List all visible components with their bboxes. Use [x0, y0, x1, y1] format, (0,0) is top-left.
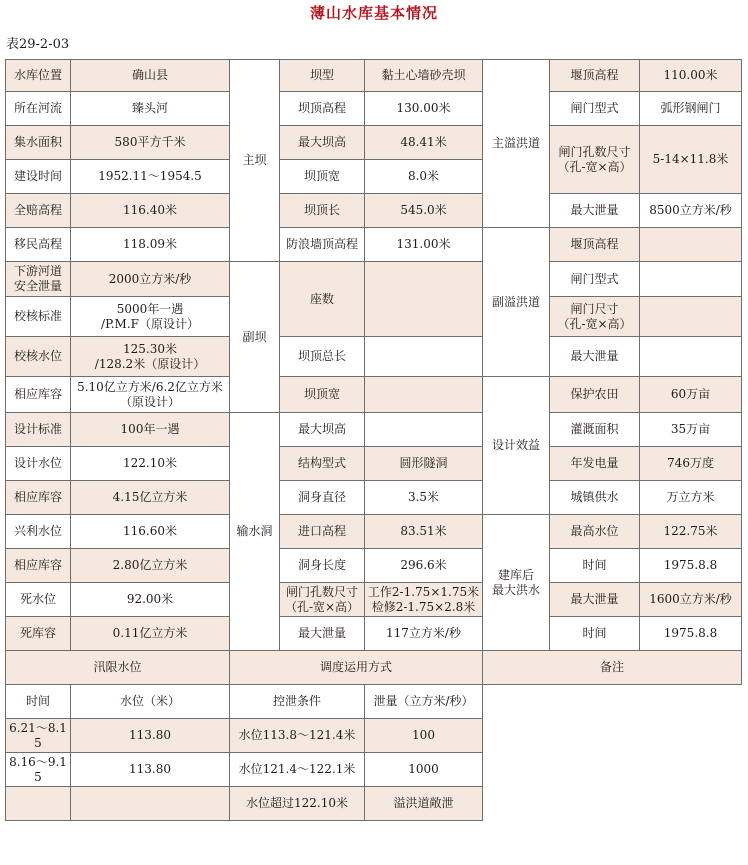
spillway-attr-label: 闸门尺寸 （孔-宽×高） — [550, 297, 640, 337]
reservoir-attr-value: 100年一遇 — [71, 413, 230, 447]
spillway-attr-value — [640, 228, 742, 262]
table-row — [6, 413, 742, 447]
reservoir-attr-label: 集水面积 — [6, 126, 71, 160]
spillway-attr-label: 堰顶高程 — [550, 228, 640, 262]
schedule-control-condition: 水位121.4～122.1米 — [230, 753, 365, 787]
dam-attr-label: 坝顶长 — [280, 194, 365, 228]
reservoir-attr-value: 125.30米 /128.2米（原设计） — [71, 337, 230, 377]
spillway-attr-value: 弧形钢闸门 — [640, 92, 742, 126]
table-row — [6, 447, 742, 481]
table-row — [6, 481, 742, 515]
dam-attr-value: 工作2-1.75×1.75米 检修2-1.75×2.8米 — [365, 583, 483, 617]
table-row — [6, 92, 742, 126]
table-row — [6, 651, 742, 685]
reservoir-attr-value: 5.10亿立方米/6.2亿立方米 （原设计） — [71, 377, 230, 413]
reservoir-attr-label: 校核水位 — [6, 337, 71, 377]
table-row — [6, 60, 742, 92]
reservoir-attr-value: 122.10米 — [71, 447, 230, 481]
schedule-water-level: 113.80 — [71, 719, 230, 753]
group-design-benefit: 设计效益 — [483, 377, 550, 515]
spillway-attr-value: 8500立方米/秒 — [640, 194, 742, 228]
dam-attr-value: 圆形隧洞 — [365, 447, 483, 481]
spillway-attr-value: 60万亩 — [640, 377, 742, 413]
dam-attr-label: 坝顶宽 — [280, 160, 365, 194]
spillway-attr-value: 1600立方米/秒 — [640, 583, 742, 617]
reservoir-attr-value: 4.15亿立方米 — [71, 481, 230, 515]
table-row — [6, 549, 742, 583]
dam-attr-value: 8.0米 — [365, 160, 483, 194]
reservoir-attr-label: 设计水位 — [6, 447, 71, 481]
reservoir-attr-value: 0.11亿立方米 — [71, 617, 230, 651]
spillway-attr-label: 最高水位 — [550, 515, 640, 549]
reservoir-attr-label: 全赔高程 — [6, 194, 71, 228]
spillway-attr-value: 5-14×11.8米 — [640, 126, 742, 194]
schedule-discharge: 100 — [365, 719, 483, 753]
schedule-time: 6.21～8.15 — [6, 719, 71, 753]
reservoir-attr-value: 580平方千米 — [71, 126, 230, 160]
spillway-attr-value: 122.75米 — [640, 515, 742, 549]
dam-attr-label: 防浪墙顶高程 — [280, 228, 365, 262]
table-row — [6, 617, 742, 651]
spillway-attr-label: 城镇供水 — [550, 481, 640, 515]
table-row — [6, 194, 742, 228]
header-remarks: 备注 — [483, 651, 742, 685]
schedule-time — [6, 787, 71, 821]
spillway-attr-value — [640, 337, 742, 377]
subheader-time: 时间 — [6, 685, 71, 719]
spillway-attr-label: 最大泄量 — [550, 194, 640, 228]
reservoir-attr-value: 确山县 — [71, 60, 230, 92]
spillway-attr-value: 35万亩 — [640, 413, 742, 447]
table-row — [6, 377, 742, 413]
dam-attr-value — [365, 337, 483, 377]
spillway-attr-label: 闸门型式 — [550, 92, 640, 126]
blank-area — [483, 685, 742, 821]
reservoir-attr-label: 建设时间 — [6, 160, 71, 194]
group-aux-spillway: 副溢洪道 — [483, 228, 550, 377]
dam-attr-value — [365, 262, 483, 337]
spillway-attr-label: 灌溉面积 — [550, 413, 640, 447]
dam-attr-label: 坝型 — [280, 60, 365, 92]
schedule-control-condition: 水位超过122.10米 — [230, 787, 365, 821]
spillway-attr-value: 746万度 — [640, 447, 742, 481]
dam-attr-value: 545.0米 — [365, 194, 483, 228]
dam-attr-label: 座数 — [280, 262, 365, 337]
spillway-attr-label: 堰顶高程 — [550, 60, 640, 92]
dam-attr-value: 黏土心墙砂壳坝 — [365, 60, 483, 92]
subheader-water-level: 水位（米） — [71, 685, 230, 719]
table-title: 薄山水库基本情况 — [309, 4, 438, 22]
group-main-spillway: 主溢洪道 — [483, 60, 550, 228]
reservoir-attr-label: 兴利水位 — [6, 515, 71, 549]
dam-attr-label: 洞身直径 — [280, 481, 365, 515]
reservoir-attr-value: 118.09米 — [71, 228, 230, 262]
table-row — [6, 685, 742, 719]
reservoir-attr-value: 116.60米 — [71, 515, 230, 549]
dam-attr-label: 最大坝高 — [280, 126, 365, 160]
schedule-time: 8.16～9.15 — [6, 753, 71, 787]
reservoir-attr-label: 所在河流 — [6, 92, 71, 126]
header-flood-limit-level: 汛限水位 — [6, 651, 230, 685]
reservoir-attr-value: 1952.11～1954.5 — [71, 160, 230, 194]
subheader-control-condition: 控泄条件 — [230, 685, 365, 719]
dam-attr-value: 130.00米 — [365, 92, 483, 126]
spillway-attr-value — [640, 262, 742, 297]
table-row — [6, 262, 742, 297]
group-main-dam: 主坝 — [230, 60, 280, 262]
dam-attr-label: 结构型式 — [280, 447, 365, 481]
reservoir-attr-label: 相应库容 — [6, 481, 71, 515]
reservoir-attr-value: 2.80亿立方米 — [71, 549, 230, 583]
table-number: 表29-2-03 — [6, 37, 70, 52]
spillway-attr-label: 最大泄量 — [550, 583, 640, 617]
spillway-attr-value: 1975.8.8 — [640, 617, 742, 651]
reservoir-attr-value: 116.40米 — [71, 194, 230, 228]
table-row — [6, 583, 742, 617]
spillway-attr-value: 110.00米 — [640, 60, 742, 92]
spillway-attr-label: 闸门型式 — [550, 262, 640, 297]
dam-attr-label: 洞身长度 — [280, 549, 365, 583]
dam-attr-value: 3.5米 — [365, 481, 483, 515]
reservoir-attr-label: 相应库容 — [6, 549, 71, 583]
dam-attr-value — [365, 377, 483, 413]
dam-attr-label: 坝顶宽 — [280, 377, 365, 413]
reservoir-attr-label: 移民高程 — [6, 228, 71, 262]
schedule-water-level — [71, 787, 230, 821]
spillway-attr-label: 保护农田 — [550, 377, 640, 413]
schedule-discharge: 溢洪道敞泄 — [365, 787, 483, 821]
reservoir-attr-label: 水库位置 — [6, 60, 71, 92]
reservoir-attr-label: 校核标准 — [6, 297, 71, 337]
dam-attr-value: 131.00米 — [365, 228, 483, 262]
dam-attr-label: 坝顶高程 — [280, 92, 365, 126]
group-max-flood: 建库后 最大洪水 — [483, 515, 550, 651]
reservoir-attr-value: 2000立方米/秒 — [71, 262, 230, 297]
table-row — [6, 228, 742, 262]
reservoir-attr-label: 死库容 — [6, 617, 71, 651]
reservoir-attr-label: 下游河道 安全泄量 — [6, 262, 71, 297]
schedule-control-condition: 水位113.8～121.4米 — [230, 719, 365, 753]
header-operation-mode: 调度运用方式 — [230, 651, 483, 685]
table-row — [6, 337, 742, 377]
subheader-discharge: 泄量（立方米/秒） — [365, 685, 483, 719]
reservoir-attr-value: 臻头河 — [71, 92, 230, 126]
spillway-attr-value — [640, 297, 742, 337]
reservoir-attr-label: 相应库容 — [6, 377, 71, 413]
spillway-attr-label: 时间 — [550, 617, 640, 651]
dam-attr-value: 83.51米 — [365, 515, 483, 549]
dam-attr-label: 最大坝高 — [280, 413, 365, 447]
group-tunnel: 输水洞 — [230, 413, 280, 651]
dam-attr-value: 296.6米 — [365, 549, 483, 583]
table-row — [6, 126, 742, 160]
schedule-water-level: 113.80 — [71, 753, 230, 787]
reservoir-attr-value: 5000年一遇 /P.M.F（原设计） — [71, 297, 230, 337]
dam-attr-value: 117立方米/秒 — [365, 617, 483, 651]
reservoir-info-table — [5, 59, 742, 821]
dam-attr-value — [365, 413, 483, 447]
reservoir-attr-label: 设计标准 — [6, 413, 71, 447]
dam-attr-label: 最大泄量 — [280, 617, 365, 651]
spillway-attr-value: 1975.8.8 — [640, 549, 742, 583]
dam-attr-label: 闸门孔数尺寸 （孔-宽×高） — [280, 583, 365, 617]
reservoir-attr-value: 92.00米 — [71, 583, 230, 617]
spillway-attr-label: 时间 — [550, 549, 640, 583]
dam-attr-value: 48.41米 — [365, 126, 483, 160]
dam-attr-label: 进口高程 — [280, 515, 365, 549]
spillway-attr-label: 闸门孔数尺寸 （孔-宽×高） — [550, 126, 640, 194]
dam-attr-label: 坝顶总长 — [280, 337, 365, 377]
reservoir-attr-label: 死水位 — [6, 583, 71, 617]
spillway-attr-label: 最大泄量 — [550, 337, 640, 377]
table-row — [6, 515, 742, 549]
schedule-discharge: 1000 — [365, 753, 483, 787]
spillway-attr-label: 年发电量 — [550, 447, 640, 481]
group-aux-dam: 副坝 — [230, 262, 280, 413]
spillway-attr-value: 万立方米 — [640, 481, 742, 515]
